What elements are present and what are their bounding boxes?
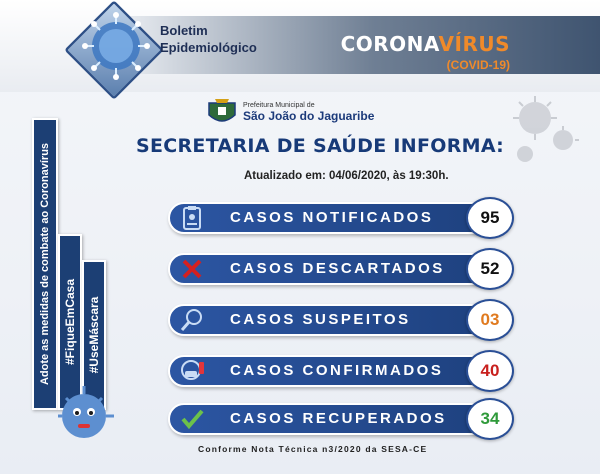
row-confirmados	[168, 350, 520, 390]
masked-face-icon	[170, 352, 214, 390]
row-label: CASOS RECUPERADOS	[230, 410, 447, 427]
side-banner-main-text: Adote as medidas de combate ao Coronavírus	[39, 142, 51, 386]
row-label: CASOS SUSPEITOS	[230, 311, 411, 328]
municipality-small-label: Prefeitura Municipal de	[243, 101, 315, 109]
row-value: 95	[466, 197, 514, 239]
clipboard-icon	[170, 199, 214, 237]
municipality-name: São João do Jaguaribe	[243, 108, 375, 123]
magnifier-icon	[170, 301, 214, 339]
bulletin-line-1: Boletim	[160, 23, 208, 38]
row-recuperados	[168, 398, 520, 438]
row-value: 03	[466, 299, 514, 341]
bulletin-title	[160, 22, 257, 56]
municipal-crest-icon	[205, 97, 239, 127]
headline: SECRETARIA DE SAÚDE INFORMA:	[136, 135, 505, 157]
red-x-icon	[170, 250, 214, 288]
coronavirus-title	[341, 32, 510, 56]
side-banner-tag1-text: #FiqueEmCasa	[63, 278, 77, 366]
background-virus-icon	[485, 88, 585, 178]
row-notificados	[168, 197, 520, 237]
side-banner-tag2-text: #UseMáscara	[87, 296, 101, 374]
corona-part-2: VÍRUS	[438, 32, 510, 56]
row-label: CASOS NOTIFICADOS	[230, 209, 434, 226]
row-value: 34	[466, 398, 514, 440]
updated-timestamp: Atualizado em: 04/06/2020, às 19:30h.	[244, 170, 449, 182]
corona-part-1: CORONA	[340, 32, 439, 56]
municipality-logo	[205, 97, 374, 127]
row-label: CASOS CONFIRMADOS	[230, 362, 444, 379]
row-value: 40	[466, 350, 514, 392]
row-descartados	[168, 248, 520, 288]
side-banner-main	[32, 118, 58, 410]
covid-label: (COVID-19)	[446, 58, 510, 72]
footnote: Conforme Nota Técnica n3/2020 da SESA-CE	[198, 444, 428, 454]
row-suspeitos	[168, 299, 520, 339]
virus-logo-icon	[70, 2, 162, 94]
germ-mascot-icon	[44, 370, 124, 450]
row-value: 52	[466, 248, 514, 290]
row-label: CASOS DESCARTADOS	[230, 260, 445, 277]
bulletin-line-2: Epidemiológico	[160, 40, 257, 55]
checkmark-icon	[170, 400, 214, 438]
